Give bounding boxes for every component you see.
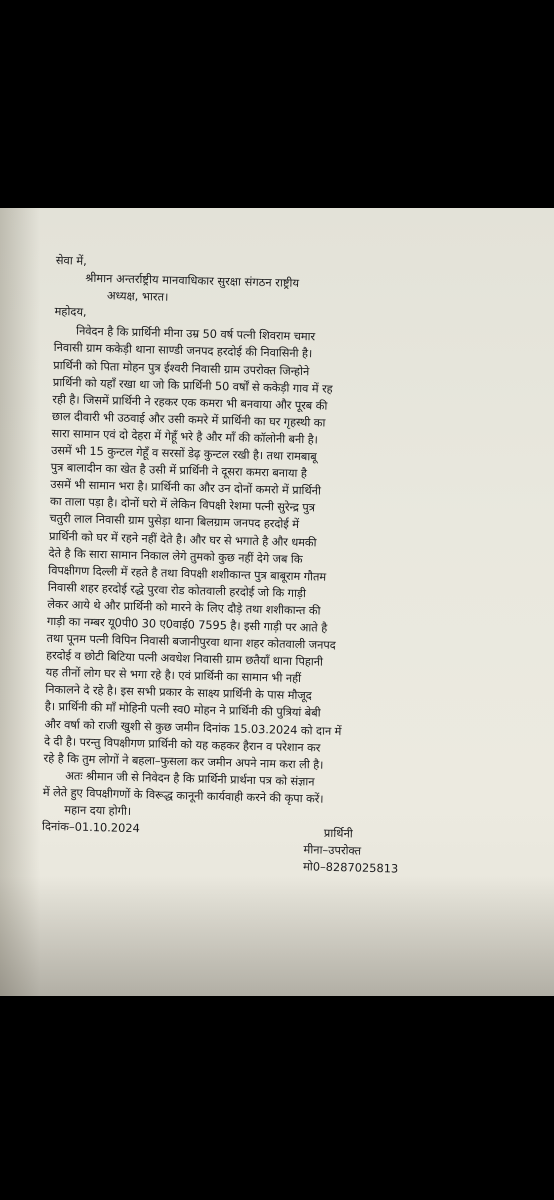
body-line: में लेते हुए विपक्षीगणों के विरूद्ध कानूनी कार्यवाही करने की कृपा करें। [42, 784, 324, 806]
recipient-line-2: अध्यक्ष, भारत। [106, 288, 169, 304]
body-line: है। प्रार्थिनी की माँ मोहिनी पत्नी स्व0 मोहन ने प्रार्थिनी की पुत्रियां बेबी [44, 699, 321, 721]
body-line: और वर्षा को राजी खुशी से कुछ जमीन दिनांक 15.03.2024 को दान में [44, 716, 342, 738]
signature-title: प्रार्थिनी [323, 825, 353, 841]
body-line: देते है कि सारा सामान निकाल लेगे तुमको कुछ नहीं देगे जब कि [48, 545, 303, 566]
letter-footer [41, 818, 463, 896]
body-line: छाल दीवारी भी उठवाई और उसी कमरे में प्रार्थिनी का घर गृहस्थी का [51, 408, 326, 430]
signature-name: मीना–उपरोक्त [303, 842, 362, 858]
body-line: रहे है कि तुम लोगों ने बहला–फुसला कर जमीन अपने नाम करा ली है। [43, 750, 324, 772]
signature-block [303, 824, 399, 878]
letter-body [42, 322, 474, 828]
body-line: निवासी शहर हरदोई रद्धे पुरवा रोड कोतवाली हरदोई जो कि गाड़ी [47, 579, 307, 600]
body-line: निवेदन है कि प्रार्थिनी मीना उम्र 50 वर्ष पत्नी शिवराम चमार [75, 323, 316, 344]
photo-shadow-bottom [0, 876, 554, 996]
greeting: महोदय, [54, 304, 87, 320]
closing-line: महान दया होगी। [64, 802, 132, 818]
body-line: का ताला पड़ा है। दोनों घरो में लेकिन विपक्षी रेशमा पत्नी सुरेन्द्र पुत्र [49, 494, 316, 515]
body-line: उसमें भी 15 कुन्टल गेहूँ व सरसों डेढ़ कुन्टल रखी है। तथा रामबाबू [50, 442, 317, 464]
body-line: अतः श्रीमान जी से निवेदन है कि प्रार्थिनी प्रार्थना पत्र को संज्ञान [65, 768, 315, 789]
salutation: सेवा में, [55, 252, 88, 268]
body-line: तथा पूनम पत्नी विपिन निवासी बजानीपुरवा थाना शहर कोतवाली जनपद [46, 630, 336, 653]
body-line: यह तीनों लोग घर से भगा रहे है। एवं प्रार्थिनी का सामान भी नहीं [45, 665, 302, 686]
body-line: निकालने दे रहे है। इस सभी प्रकार के साक्ष्य प्रार्थिनी के पास मौजूद [45, 682, 312, 703]
body-line: लेकर आये थे और प्रार्थिनी को मारने के लिए दौड़े तथा शशीकान्त की [47, 596, 321, 618]
body-line: उसमें भी सामान भरा है। प्रार्थिनी का और उन दोनों कमरो में प्रार्थिनी [50, 477, 321, 498]
letter [41, 252, 476, 896]
body-line: पुत्र बालादीन का खेत है उसी में प्रार्थिनी ने दूसरा कमरा बनाया है [50, 460, 308, 481]
body-line: चतुरी लाल निवासी ग्राम पुसेड़ा थाना बिलग्राम जनपद हरदोई में [49, 511, 300, 532]
body-line: गाड़ी का नम्बर यू0पी0 30 ए0वाई0 7595 है। इसी गाड़ी पर आते है [46, 613, 328, 635]
body-line: प्रार्थिनी को यहाँ रखा था जो कि प्रार्थिनी 50 वर्षों से ककेड़ी गाव में रह [52, 374, 333, 396]
body-line: प्रार्थिनी को घर में रहने नहीं देते है। और घर से भगाते है और धमकी [48, 528, 317, 549]
body-line: निवासी ग्राम ककेड़ी थाना साण्डी जनपद हरदोई की निवासिनी है। [53, 340, 313, 361]
body-line: सारा सामान एवं दो देहरा में गेहूँ भरे है और माँ की कॉलोनी बनी है। [51, 425, 319, 447]
letter-date: दिनांक–01.10.2024 [41, 818, 141, 836]
body-line: प्रार्थिनी को पिता मोहन पुत्र ईश्वरी निवासी ग्राम उपरोक्त जिन्होने [53, 357, 310, 378]
document-photo [0, 208, 554, 996]
body-line: विपक्षीगण दिल्ली में रहते है तथा विपक्षी शशीकान्त पुत्र बाबूराम गौतम [48, 562, 327, 584]
recipient-line-1: श्रीमान अन्तर्राष्ट्रीय मानवाधिकार सुरक्षा संगठन राष्ट्रीय [85, 270, 300, 291]
signature-mobile: मो0–8287025813 [302, 859, 399, 876]
body-line: रही है। जिसमें प्रार्थिनी ने रहकर एक कमरा भी बनवाया और पूरब की [52, 391, 328, 413]
body-line: हरदोई व छोटी बिटिया पत्नी अवधेश निवासी ग्राम छतैयाँ थाना पिहानी [45, 648, 324, 669]
body-line: दे दी है। परन्तु विपक्षीगण प्रार्थिनी को यह कहकर हैरान व परेशान कर [43, 733, 321, 755]
